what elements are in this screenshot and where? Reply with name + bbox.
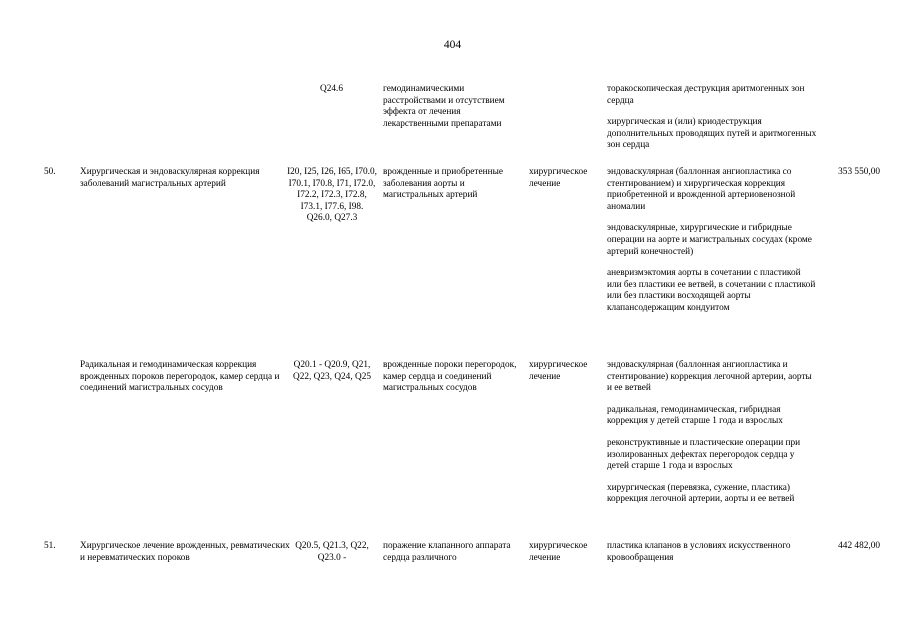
row-price: 442 482,00 [838, 541, 880, 551]
row-treatment-type: хирургическое лечение [529, 360, 588, 382]
row-icd-codes: I20, I25, I26, I65, I70.0, I70.1, I70.8, I71, I72.0, I72.2, I72.3, I72.8, I73.1, I77.6, I98. Q26.0, Q27.3 [287, 167, 377, 224]
method-item: эндоваскулярные, хирургические и гибридные операции на аорте и магистральных сосудах (кроме артерий конечностей) [607, 223, 812, 257]
row-model: гемодинамическими расстройствами и отсутствием эффекта от лечения лекарственными препаратами [383, 84, 505, 129]
method-item: хирургическая и (или) криодеструкция дополнительных проводящих путей и аритмогенных зон сердца [607, 117, 817, 151]
row-methods [607, 84, 817, 162]
row-methods [607, 360, 817, 516]
row-methods [607, 541, 817, 574]
row-treatment-type: хирургическое лечение [529, 541, 588, 563]
row-icd-codes: Q20.5, Q21.3, Q22, Q23.0 - [295, 541, 369, 563]
row-price: 353 550,00 [838, 167, 880, 177]
method-item: эндоваскулярная (баллонная ангиопластика со стентированием) и хирургическая коррекция приобретенной и врожденной артериовенозной аномалии [607, 167, 796, 212]
method-item: хирургическая (перевязка, сужение, пластика) коррекция легочной артерии, аорты и ее ветвей [607, 482, 795, 505]
row-name: Хирургическое лечение врожденных, ревматических и неревматических пороков [80, 541, 290, 563]
method-item: пластика клапанов в условиях искусственного кровообращения [607, 541, 791, 563]
method-item: аневризмэктомия аорты в сочетании с пластикой или без пластики ее ветвей, в сочетании с пластикой или без пластики восходящей аорты клапансодержащим кондуитом [607, 268, 816, 313]
page-number: 404 [443, 39, 462, 51]
row-model: врожденные пороки перегородок, камер сердца и соединений магистральных сосудов [383, 360, 517, 394]
row-number: 50. [44, 167, 56, 177]
row-name: Хирургическая и эндоваскулярная коррекция заболеваний магистральных артерий [80, 167, 260, 189]
row-model: врожденные и приобретенные заболевания аорты и магистральных артерий [383, 167, 503, 201]
method-item: торакоскопическая деструкция аритмогенных зон сердца [607, 84, 805, 106]
row-methods [607, 167, 817, 325]
row-icd-codes: Q20.1 - Q20.9, Q21, Q22, Q23, Q24, Q25 [293, 360, 371, 382]
row-number: 51. [44, 541, 56, 551]
row-icd-codes: Q24.6 [320, 84, 343, 94]
method-item: реконструктивные и пластические операции при изолированных дефектах перегородок сердца у детей старше 1 года и взрослых [607, 437, 801, 472]
method-item: радикальная, гемодинамическая, гибридная коррекция у детей старше 1 года и взрослых [607, 404, 783, 427]
row-model: поражение клапанного аппарата сердца различного [383, 541, 511, 563]
row-treatment-type: хирургическое лечение [529, 167, 588, 189]
row-name: Радикальная и гемодинамическая коррекция врожденных пороков перегородок, камер сердца и соединений магистральных сосудов [80, 360, 280, 394]
method-item: эндоваскулярная (баллонная ангиопластика и стентирование) коррекция легочной артерии, аорты и ее ветвей [607, 360, 812, 394]
